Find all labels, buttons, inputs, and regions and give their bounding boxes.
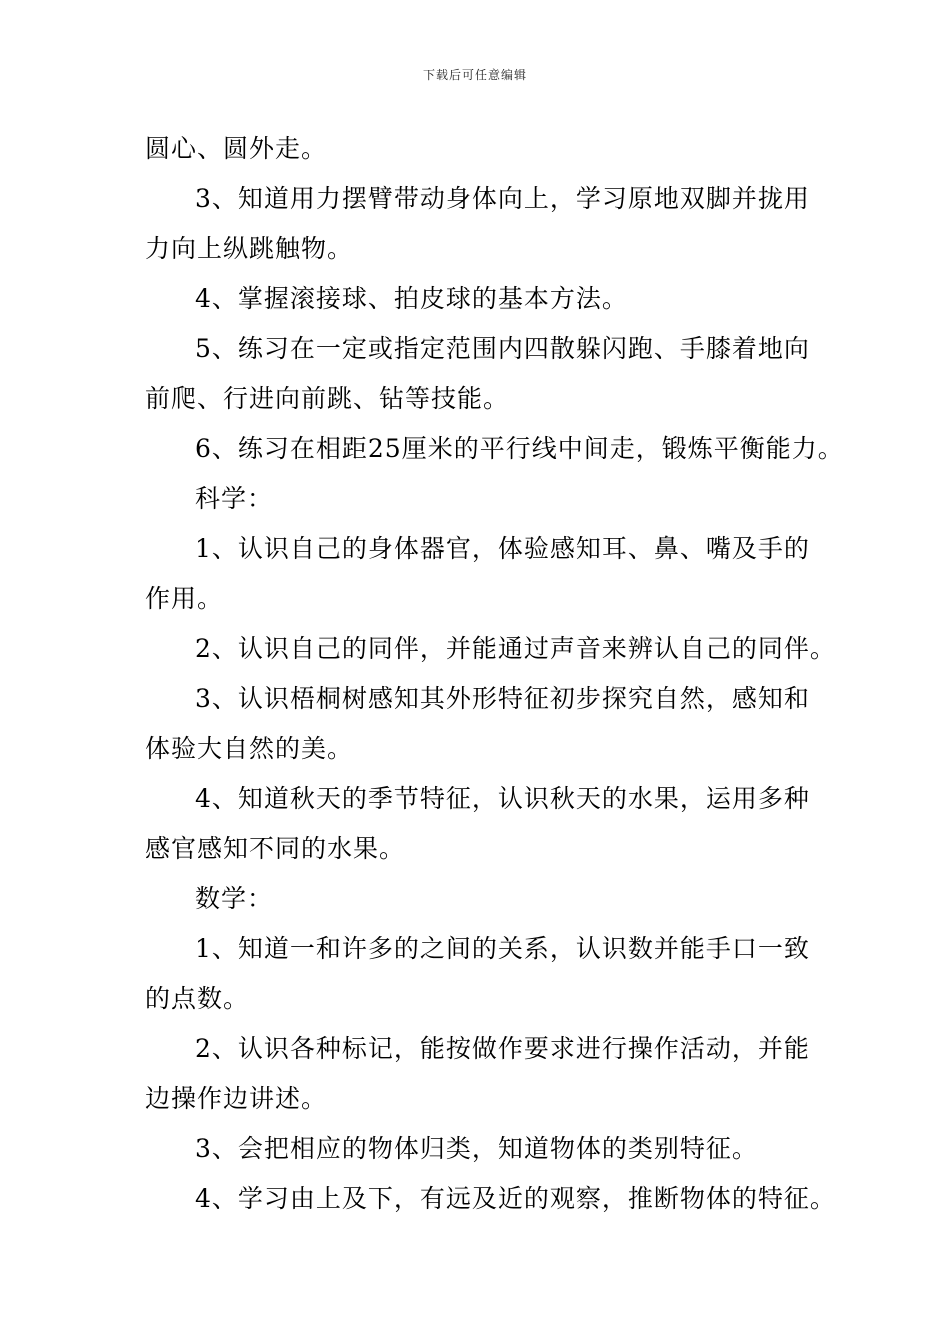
text-line: 2、认识自己的同伴，并能通过声音来辨认自己的同伴。 <box>195 634 836 663</box>
text-line: 的点数。 <box>145 984 250 1013</box>
text-line: 感官感知不同的水果。 <box>145 834 406 863</box>
text-line: 力向上纵跳触物。 <box>145 234 354 263</box>
text-line: 1、认识自己的身体器官，体验感知耳、鼻、嘴及手的 <box>195 534 810 563</box>
text-line: 4、掌握滚接球、拍皮球的基本方法。 <box>195 284 628 313</box>
text-line: 前爬、行进向前跳、钻等技能。 <box>145 384 510 413</box>
text-line: 作用。 <box>145 584 224 613</box>
section-heading-science: 科学： <box>195 484 274 513</box>
page-header: 下载后可任意编辑 <box>422 68 527 82</box>
text-line: 4、学习由上及下，有远及近的观察，推断物体的特征。 <box>195 1184 836 1213</box>
text-line: 1、知道一和许多的之间的关系，认识数并能手口一致 <box>195 934 810 963</box>
text-line: 边操作边讲述。 <box>145 1084 328 1113</box>
text-line: 圆心、圆外走。 <box>145 134 328 163</box>
text-line: 4、知道秋天的季节特征，认识秋天的水果，运用多种 <box>195 784 810 813</box>
text-line: 3、会把相应的物体归类，知道物体的类别特征。 <box>195 1134 758 1163</box>
text-line: 5、练习在一定或指定范围内四散躲闪跑、手膝着地向 <box>195 334 810 363</box>
text-line: 3、知道用力摆臂带动身体向上，学习原地双脚并拢用 <box>195 184 810 213</box>
document-body <box>145 126 844 1226</box>
text-line: 2、认识各种标记，能按做作要求进行操作活动，并能 <box>195 1034 810 1063</box>
text-line: 3、认识梧桐树感知其外形特征初步探究自然，感知和 <box>195 684 810 713</box>
section-heading-math: 数学： <box>195 884 274 913</box>
text-line: 6、练习在相距25厘米的平行线中间走，锻炼平衡能力。 <box>195 434 844 463</box>
text-line: 体验大自然的美。 <box>145 734 354 763</box>
